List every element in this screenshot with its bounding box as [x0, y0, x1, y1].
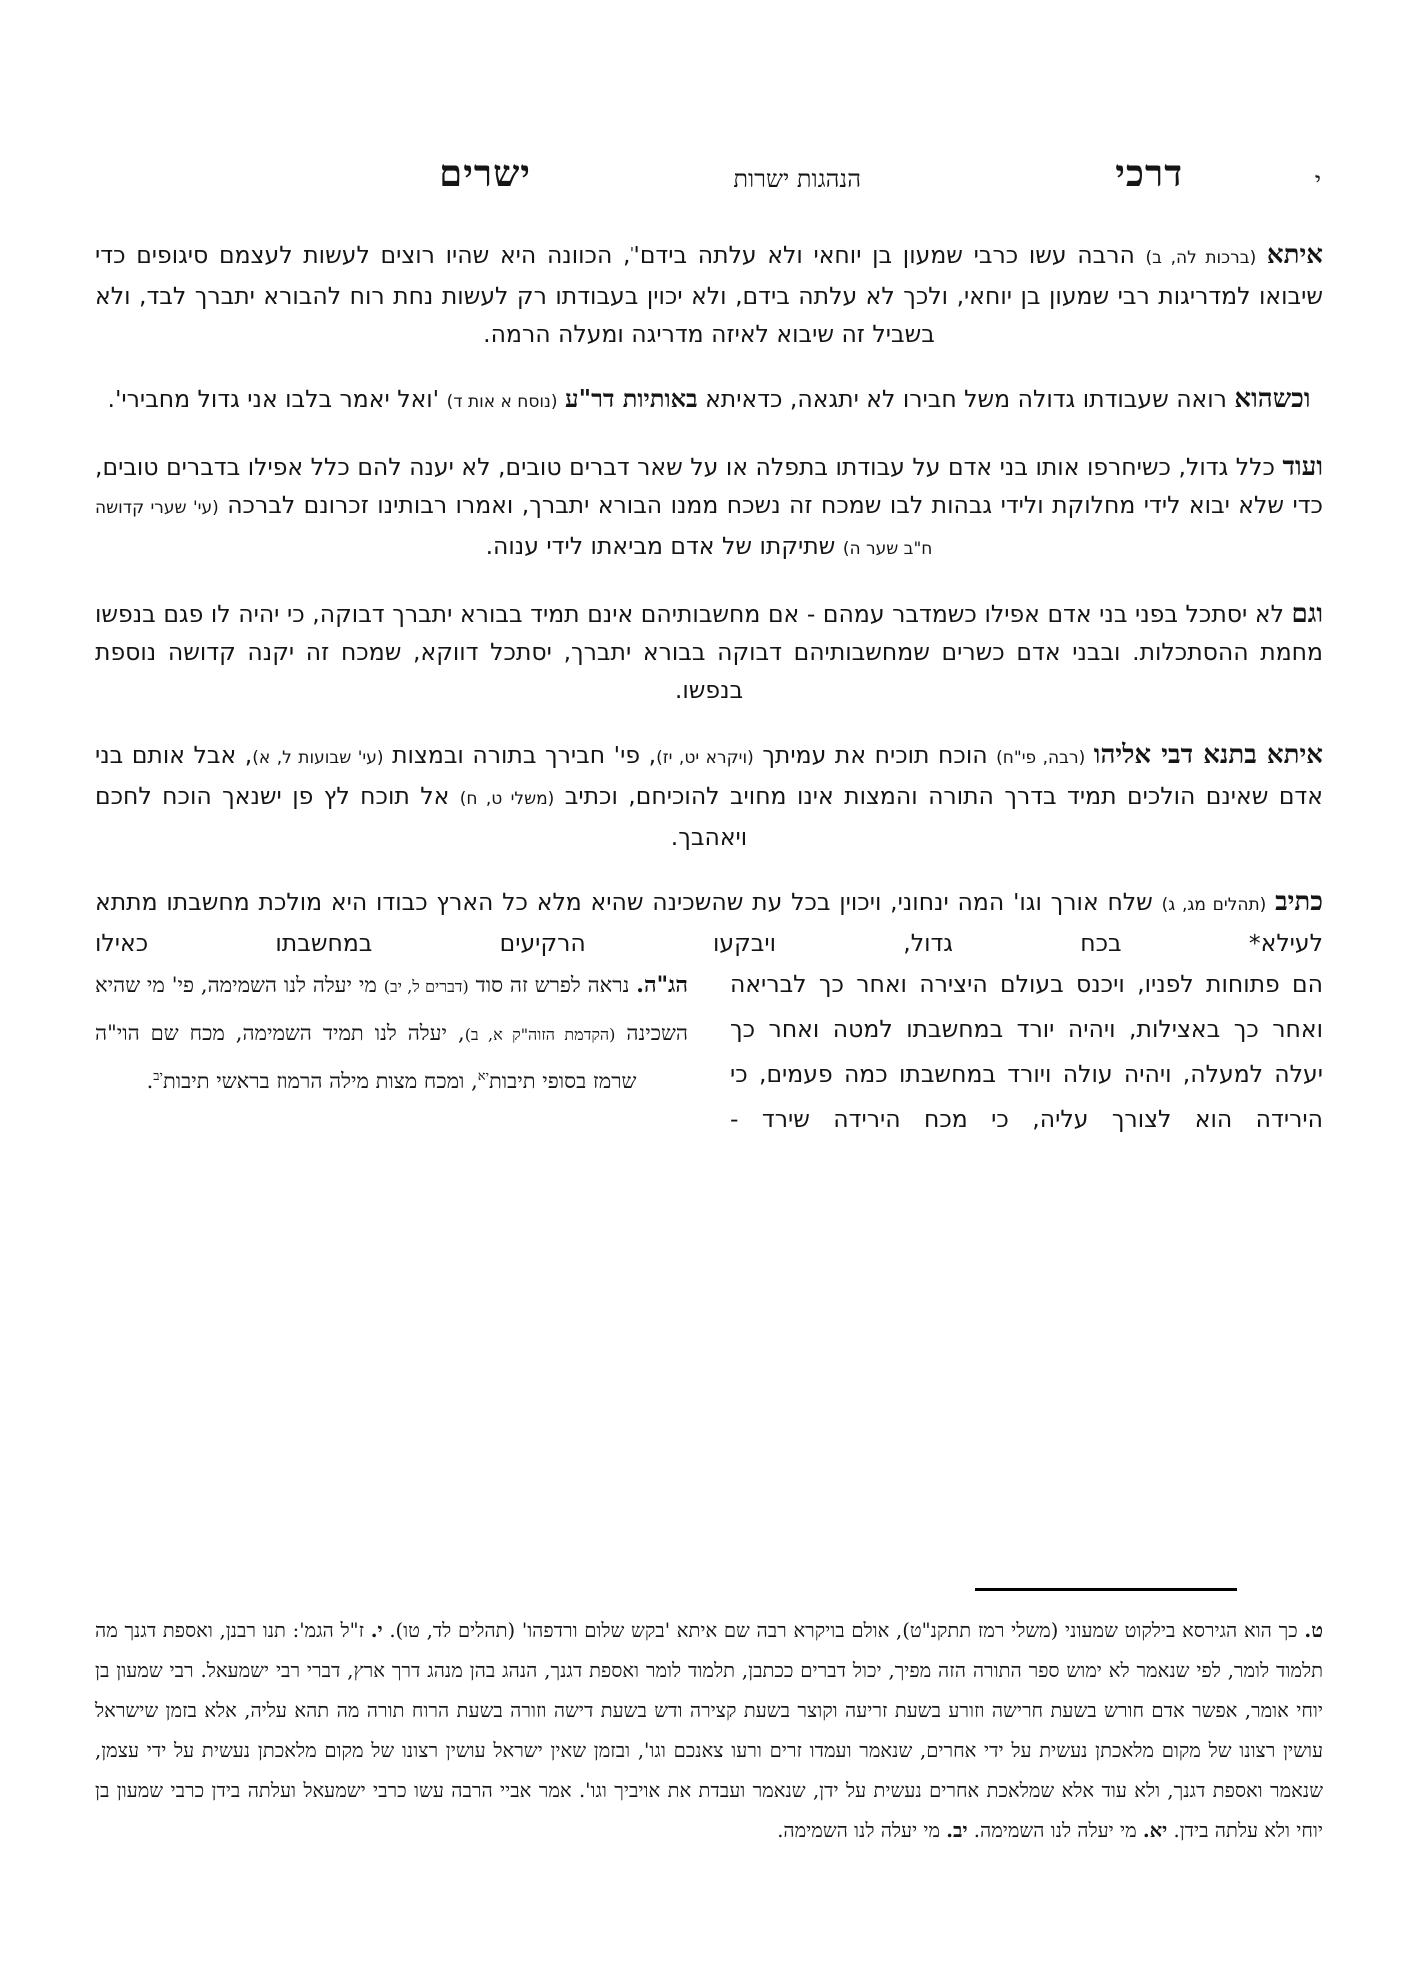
- footnote-block: [95, 1588, 1323, 1851]
- paragraph-text: רואה שעבודתו גדולה משל חבירו לא יתגאה, כדאיתא: [705, 385, 1227, 413]
- paragraph-lead: איתא: [1266, 240, 1323, 270]
- footnote-reference: י: [630, 243, 634, 259]
- paragraph-text: לא יסתכל בפני בני אדם אפילו כשמדבר עמהם - אם מחשבותיהם אינם תמיד בבורא יתברך דבוקה, כי יהיה לו פגם בנפשו מחמת ההסתכלות. ובבני אדם כשרים שמחשבותיהם דבוקה בבורא יתברך, יסתכל דווקא, שמכח זה יקנה קדושה נוספת בנפשו.: [95, 600, 1323, 704]
- paragraph-6: [95, 883, 1323, 962]
- citation: (ויקרא יט, יז): [656, 748, 754, 768]
- paragraph-lead: איתא בתנא דבי אליהו: [1093, 740, 1323, 770]
- paragraph-3: [95, 448, 1323, 568]
- paragraph-text: שתיקתו של אדם מביאתו לידי ענוה.: [485, 532, 836, 560]
- bold-inline: באותיות דר"ע: [564, 384, 698, 413]
- paragraph-text: הם פתוחות לפניו, ויכנס בעולם היצירה ואחר כך לבריאה ואחר כך באצילות, ויהיה יורד במחשבתו למטה ואחר כך יעלה למעלה, ויהיה עולה ויורד במחשבתו כמה פעמים, כי הירידה הוא לצורך עליה, כי מכח הירידה שירד -: [730, 970, 1323, 1133]
- note-text: .: [146, 1069, 154, 1093]
- page-header: [95, 138, 1323, 196]
- footnote-marker: יב.: [946, 1819, 968, 1842]
- footnote-separator: [975, 1588, 1237, 1591]
- paragraph-text: , פי' חבירך בתורה ובמצות: [392, 741, 657, 769]
- paragraph-text: הוכח תוכיח את עמיתך: [762, 741, 988, 769]
- footnote-marker: ט.: [1304, 1619, 1323, 1642]
- paragraph-1: [95, 236, 1323, 353]
- footnote-text: מי יעלה לנו השמימה.: [777, 1819, 941, 1842]
- note-text: , יעלה לנו תמיד השמימה, מכח שם הוי"ה שרמז בסופי תיבות: [95, 1021, 637, 1093]
- hagahah-note: [95, 962, 688, 1142]
- section-title: הנהגות ישרות: [733, 165, 861, 193]
- note-text: , ומכח מצות מילה הרמוז בראשי תיבות: [162, 1069, 478, 1093]
- footnote-marker: י.: [370, 1619, 383, 1642]
- paragraph-text: הרבה עשו כרבי שמעון בן יוחאי ולא עלתה בידם': [633, 241, 1135, 269]
- paragraph-lead: וכשהוא: [1234, 384, 1311, 414]
- paragraph-5: [95, 736, 1323, 856]
- citation: (נוסח א אות ד): [446, 392, 558, 412]
- paragraph-text: שלח אורך וגו' המה ינחוני, ויכוין בכל עת שהשכינה שהיא מלא כל הארץ כבודו היא מולכת מחשבתו מתתא לעילא* בכח גדול, ויבקעו הרקיעים במחשבתו כאילו: [95, 888, 1323, 957]
- paragraph-text: אל תוכח לץ פן ישנאך הוכח לחכם ויאהבך.: [95, 782, 748, 851]
- paragraph-lead: וגם: [1291, 599, 1323, 629]
- book-title-right: דרכי: [1115, 151, 1183, 195]
- paragraph-text: , אבל אותם בני אדם שאינם הולכים תמיד בדרך התורה והמצות אינו מחויב להוכיחם, וכתיב: [95, 741, 1323, 810]
- citation: (רבה, פי"ח): [996, 748, 1086, 768]
- paragraph-text: , הכוונה היא שהיו רוצים לעשות לעצמם סיגופים כדי שיבואו למדריגות רבי שמעון בן יוחאי, ולכך לא עלתה בידם, ולא יכוין בעבודתו רק לעשות נחת רוח להבורא יתברך לבד, ולא בשביל זה שיבוא לאיזה מדריגה ומעלה הרמה.: [95, 241, 1323, 348]
- footnote-reference: יב: [153, 1069, 163, 1084]
- citation: (עי' שערי קדושה ח"ב שער ה): [95, 498, 933, 559]
- citation: (עי' שבועות ל, א): [252, 748, 384, 768]
- footnote-text: מי יעלה לנו השמימה.: [973, 1819, 1137, 1842]
- paragraph-text: כלל גדול, כשיחרפו אותו בני אדם על עבודתו בתפלה או על שאר דברים טובים, לא יענה להם כלל אפילו בדברים טובים, כדי שלא יבוא לידי מחלוקת ולידי גבהות לבו שמכח זה נשכח ממנו הבורא יתברך, ואמרו רבותינו זכרונם לברכה: [95, 453, 1323, 519]
- footnote-reference: יא: [477, 1069, 489, 1084]
- paragraph-text: 'ואל יאמר בלבו אני גדול מחבירי'.: [107, 385, 440, 413]
- citation: (משלי ט, ח): [459, 789, 555, 809]
- paragraph-lead: ועוד: [1282, 452, 1323, 482]
- footnote-text: כך הוא הגירסא בילקוט שמעוני (משלי רמז תתקנ"ט), אולם בויקרא רבה שם איתא 'בקש שלום ורדפהו' (תהלים לד, טו).: [389, 1619, 1298, 1642]
- main-text: [95, 236, 1323, 1142]
- note-text: מי יעלה לנו השמימה, פי' מי שהיא השכינה: [95, 973, 688, 1045]
- paragraph-2: [95, 380, 1323, 421]
- footnote-text: ז"ל הגמ': תנו רבנן, ואספת דגנך מה תלמוד לומר, לפי שנאמר לא ימוש ספר התורה הזה מפיך, יכול דברים ככתבן, תלמוד לומר ואספת דגנך, הנהג בהן מנהג דרך ארץ, דברי רבי ישמעאל. רבי שמעון בן יוחי אומר, אפשר אדם חורש בשעת חרישה וזורע בשעת זריעה וקוצר בשעת קצירה ודש בשעת דישה וזורה בשעת הרוח תורה מה תהא עליה, אלא בזמן שישראל עושין רצונו של מקום מלאכתן נעשית על ידי אחרים, שנאמר ועמדו זרים ורעו צאנכם וגו', ובזמן שאין ישראל עושין רצונו של מקום מלאכתן נעשית על ידי עצמן, שנאמר ואספת דגנך, ולא עוד אלא שמלאכת אחרים נעשית על ידן, שנאמר ועבדת את אויביך וגו'. אמר אביי הרבה עשו כרבי ישמעאל ועלתה בידן כרבי שמעון בן יוחי ולא עלתה בידן.: [95, 1619, 1323, 1842]
- note-text: נראה לפרש זה סוד: [475, 973, 630, 997]
- page-number: י: [1314, 167, 1321, 195]
- citation: (תהלים מג, ג): [1161, 895, 1267, 915]
- book-title-left: ישרים: [439, 151, 531, 195]
- citation: (ברכות לה, ב): [1145, 248, 1257, 268]
- paragraph-4: [95, 595, 1323, 709]
- footnotes: [95, 1611, 1323, 1851]
- citation: (הקדמת הזוה"ק א, ב): [464, 1025, 616, 1044]
- main-text-continuation: [730, 962, 1323, 1142]
- footnote-marker: יא.: [1142, 1819, 1168, 1842]
- note-lead: הג"ה.: [636, 972, 688, 998]
- two-column-section: [95, 962, 1323, 1142]
- citation: (דברים ל, יב): [383, 977, 469, 996]
- paragraph-lead: כתיב: [1275, 887, 1323, 917]
